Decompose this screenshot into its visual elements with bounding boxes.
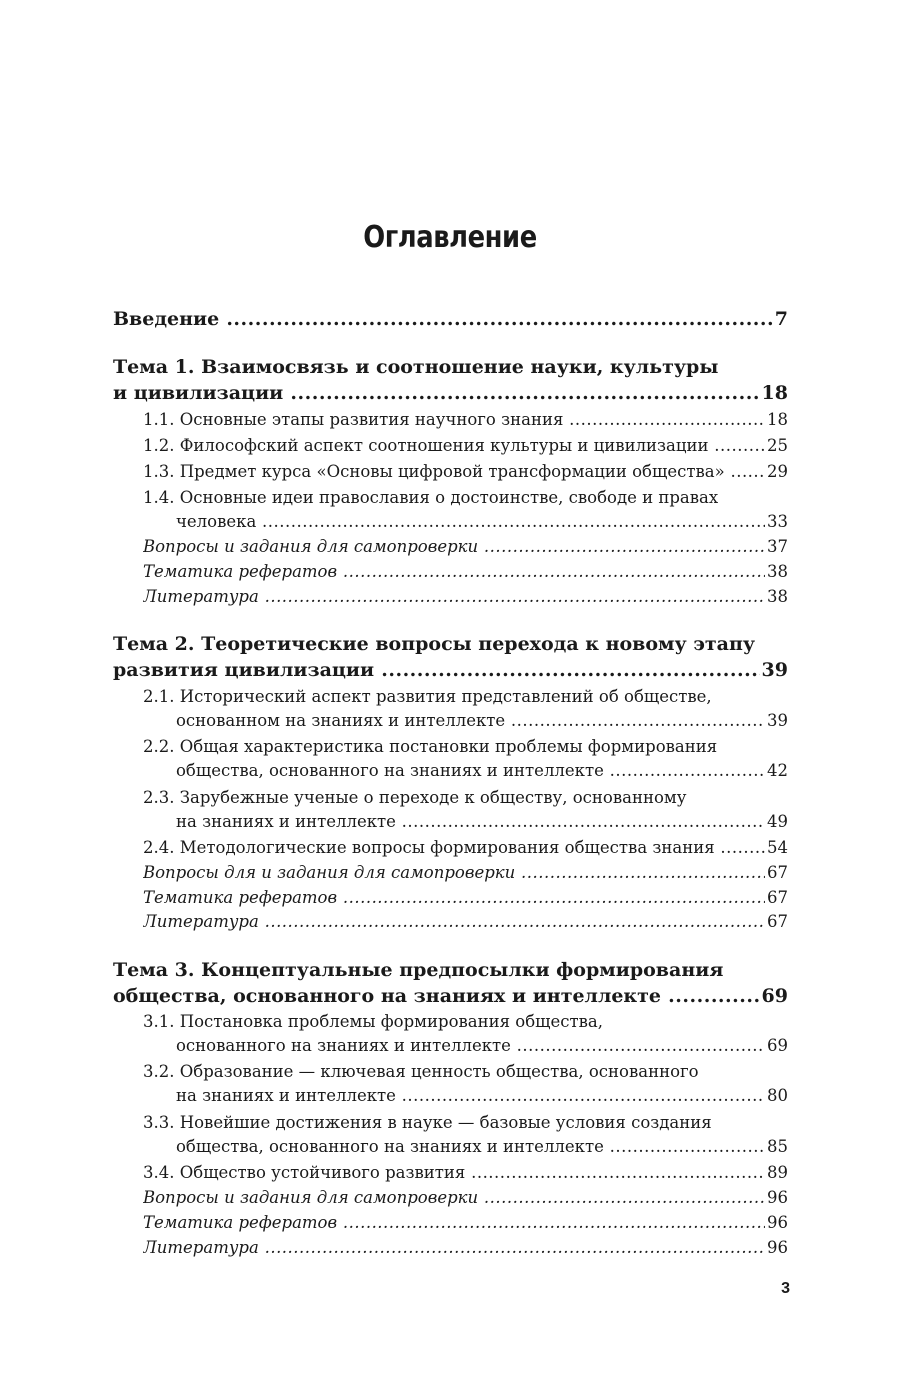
toc-section-3-3[interactable] (176, 1135, 788, 1159)
toc-section-2-3[interactable] (176, 810, 788, 834)
toc-entry-label: основанного на знаниях и интеллекте ..... (176, 1034, 765, 1058)
toc-entry-label: Введение ..... (113, 306, 773, 332)
toc-entry-label: и цивилизации ..... (113, 380, 760, 406)
toc-entry-page: 80 (767, 1086, 788, 1105)
toc-entry-label: Литература ..... (143, 1236, 765, 1260)
toc-section-3-1[interactable] (176, 1034, 788, 1058)
toc-section-3-2-line1[interactable]: 3.2. Образование — ключевая ценность общества, основанного (143, 1062, 699, 1081)
toc-section-3-1-line1[interactable]: 3.1. Постановка проблемы формирования общества, (143, 1012, 603, 1031)
toc-entry-label: 1.1. Основные этапы развития научного знания ..... (143, 408, 765, 432)
toc-entry-label: Тематика рефератов ..... (143, 886, 765, 910)
toc-section-1-2[interactable] (143, 434, 788, 458)
toc-entry-page: 67 (767, 863, 788, 882)
toc-entry-page: 89 (767, 1163, 788, 1182)
toc-entry-page: 69 (761, 985, 788, 1007)
toc-entry-page: 25 (767, 436, 788, 455)
toc-topic-2-title-line1[interactable]: Тема 2. Теоретические вопросы перехода к новому этапу (113, 633, 756, 655)
toc-entry-label: на знаниях и интеллекте ..... (176, 810, 765, 834)
toc-literature-2[interactable] (143, 910, 788, 934)
toc-entry-page: 39 (761, 659, 788, 681)
toc-entry-label: человека ..... (176, 510, 765, 534)
toc-topic-2[interactable] (113, 657, 788, 683)
toc-entry-page: 42 (767, 761, 788, 780)
toc-section-1-4[interactable] (176, 510, 788, 534)
toc-essay-topics-2[interactable] (143, 886, 788, 910)
toc-entry-page: 33 (767, 512, 788, 531)
toc-literature-3[interactable] (143, 1236, 788, 1260)
toc-entry-page: 38 (767, 562, 788, 581)
toc-entry-page: 7 (774, 308, 788, 330)
toc-entry-label: развития цивилизации ..... (113, 657, 760, 683)
toc-essay-topics-1[interactable] (143, 560, 788, 584)
toc-entry-page: 85 (767, 1137, 788, 1156)
toc-entry-page: 67 (767, 888, 788, 907)
toc-entry-page: 96 (767, 1238, 788, 1257)
toc-entry-page: 69 (767, 1036, 788, 1055)
toc-questions-1[interactable] (143, 535, 788, 559)
toc-section-2-3-line1[interactable]: 2.3. Зарубежные ученые о переходе к обществу, основанному (143, 788, 687, 807)
page-title: Оглавление (363, 220, 537, 255)
toc-entry-page: 49 (767, 812, 788, 831)
toc-entry-page: 96 (767, 1213, 788, 1232)
toc-essay-topics-3[interactable] (143, 1211, 788, 1235)
toc-entry-label: Тематика рефератов ..... (143, 560, 765, 584)
toc-section-3-4[interactable] (143, 1161, 788, 1185)
toc-entry-label: 3.4. Общество устойчивого развития ..... (143, 1161, 765, 1185)
toc-entry-page: 38 (767, 587, 788, 606)
toc-entry-page: 96 (767, 1188, 788, 1207)
toc-questions-3[interactable] (143, 1186, 788, 1210)
toc-entry-label: Тематика рефератов ..... (143, 1211, 765, 1235)
toc-entry-page: 29 (767, 462, 788, 481)
toc-entry-page: 67 (767, 912, 788, 931)
toc-section-2-2[interactable] (176, 759, 788, 783)
toc-entry-page: 37 (767, 537, 788, 556)
toc-entry-page: 18 (761, 382, 788, 404)
toc-section-3-2[interactable] (176, 1084, 788, 1108)
toc-entry-page: 54 (767, 838, 788, 857)
toc-section-2-4[interactable] (143, 836, 788, 860)
toc-section-2-2-line1[interactable]: 2.2. Общая характеристика постановки проблемы формирования (143, 737, 718, 756)
toc-entry-label: 1.2. Философский аспект соотношения культуры и цивилизации ..... (143, 434, 765, 458)
toc-literature-1[interactable] (143, 585, 788, 609)
toc-topic-1[interactable] (113, 380, 788, 406)
toc-entry-label: основанном на знаниях и интеллекте ..... (176, 709, 765, 733)
toc-entry-label: 1.3. Предмет курса «Основы цифровой трансформации общества» ..... (143, 460, 765, 484)
toc-entry-label: общества, основанного на знаниях и интеллекте ..... (176, 759, 765, 783)
toc-section-1-4-line1[interactable]: 1.4. Основные идеи православия о достоинстве, свободе и правах (143, 488, 719, 507)
page-number: 3 (781, 1280, 790, 1297)
toc-entry-label: Вопросы и задания для самопроверки ..... (143, 535, 765, 559)
toc-section-2-1[interactable] (176, 709, 788, 733)
toc-section-1-1[interactable] (143, 408, 788, 432)
toc-topic-3[interactable] (113, 983, 788, 1009)
toc-entry-label: Литература ..... (143, 910, 765, 934)
toc-entry-label: 2.4. Методологические вопросы формирования общества знания ..... (143, 836, 765, 860)
toc-section-2-1-line1[interactable]: 2.1. Исторический аспект развития представлений об обществе, (143, 687, 712, 706)
toc-topic-3-title-line1[interactable]: Тема 3. Концептуальные предпосылки формирования (113, 959, 724, 981)
toc-entry-label: Вопросы и задания для самопроверки ..... (143, 1186, 765, 1210)
toc-entry-label: общества, основанного на знаниях и интеллекте ..... (176, 1135, 765, 1159)
toc-entry-label: общества, основанного на знаниях и интеллекте ..... (113, 983, 760, 1009)
toc-entry-page: 39 (767, 711, 788, 730)
toc-entry-label: на знаниях и интеллекте ..... (176, 1084, 765, 1108)
toc-entry-label: Литература ..... (143, 585, 765, 609)
toc-entry-page: 18 (767, 410, 788, 429)
toc-entry-introduction[interactable] (113, 306, 788, 332)
toc-section-3-3-line1[interactable]: 3.3. Новейшие достижения в науке — базовые условия создания (143, 1113, 712, 1132)
toc-questions-2[interactable] (143, 861, 788, 885)
toc-entry-label: Вопросы для и задания для самопроверки ..... (143, 861, 765, 885)
toc-topic-1-title-line1[interactable]: Тема 1. Взаимосвязь и соотношение науки, культуры (113, 356, 719, 378)
toc-section-1-3[interactable] (143, 460, 788, 484)
